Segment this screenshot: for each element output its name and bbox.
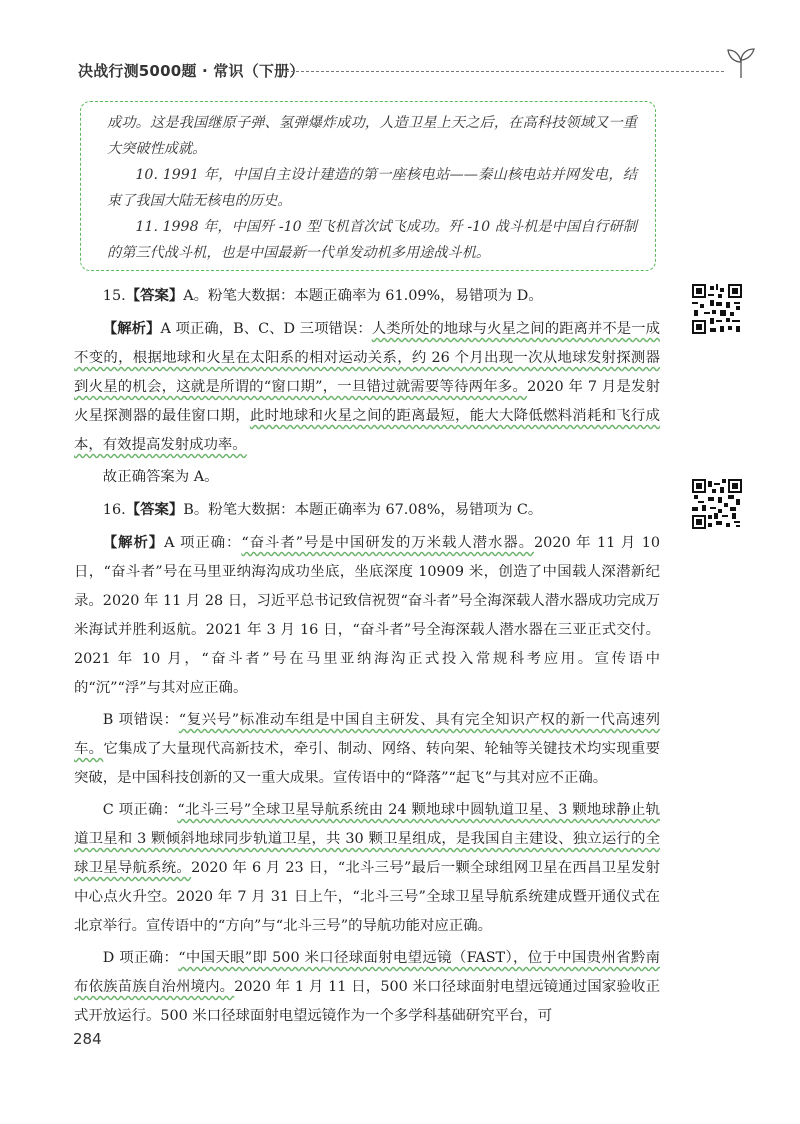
tip-line-3: 11. 1998 年，中国歼 -10 型飞机首次试飞成功。歼 -10 战斗机是中国自行研制的第三代战斗机，也是中国最新一代单发动机多用途战斗机。 [107, 219, 637, 261]
q16-d-pre: D 项正确： [102, 950, 179, 966]
q16-analysis-d [74, 944, 660, 1031]
book-title: 决战行测5000题 · 常识（下册） [78, 62, 305, 80]
q15-analysis-pre: A 项正确，B、C、D 三项错误： [160, 321, 372, 337]
q15-conclusion: 故正确答案为 A。 [102, 469, 219, 485]
q15-analysis-label: 【解析】 [102, 320, 161, 337]
q15-answer [74, 281, 660, 311]
q16-b-underlined: “复兴号”标准动车组是中国自主研发、具有完全知识产权的新一代高速列车。 [74, 712, 661, 757]
q16-number: 16. [102, 502, 126, 518]
q16-answer-label: 【答案】 [125, 501, 184, 518]
q16-analysis-c [74, 796, 660, 941]
q16-a-underlined: “奋斗者”号是中国研发的万米载人潜水器。 [241, 535, 535, 551]
page-number: 284 [73, 1030, 102, 1048]
q16-analysis-a [74, 528, 660, 703]
q16-b-pre: B 项错误： [102, 712, 179, 728]
q15-answer-text: A。粉笔大数据：本题正确率为 61.09%，易错项为 D。 [183, 288, 543, 304]
answer-content [74, 281, 660, 1034]
sprout-leaf-icon [724, 46, 758, 80]
q15-answer-label: 【答案】 [125, 287, 184, 304]
tip-line-1: 成功。这是我国继原子弹、氢弹爆炸成功，人造卫星上天之后，在高科技领域又一重大突破性成就。 [107, 115, 637, 157]
qr-code-icon[interactable] [692, 479, 742, 529]
knowledge-tip-box [80, 101, 656, 271]
q15-analysis-post: 2020 年 7 月是发射火星探测器的最佳窗口期， [74, 379, 660, 424]
q15-analysis-underlined: 人类所处的地球与火星之间的距离并不是一成不变的，根据地球和火星在太阳系的相对运动关系，约 26 个月出现一次从地球发射探测器到火星的机会，这就是所谓的“窗口期”，一旦错过就需要等待两年多。 [74, 321, 660, 395]
q15-analysis-underlined-2: 此时地球和火星之间的距离最短，能大大降低燃料消耗和飞行成本，有效提高发射成功率。 [74, 408, 660, 453]
q16-c-underlined: “北斗三号”全球卫星导航系统由 24 颗地球中圆轨道卫星、3 颗地球静止轨道卫星和 3 颗倾斜地球同步轨道卫星，共 30 颗卫星组成，是我国自主建设、独立运行的全球卫星导航系统。 [74, 802, 660, 876]
q16-analysis-b [74, 706, 660, 793]
q15-number: 15. [102, 288, 126, 304]
qr-code-icon[interactable] [692, 284, 742, 334]
q16-a-post: 2020 年 11 月 10 日，“奋斗者”号在马里亚纳海沟成功坐底，坐底深度 10909 米，创造了中国载人深潜新纪录。2020 年 11 月 28 日，习近平总书记致信祝贺“奋斗者”号全海深载人潜水器成功完成万米海试并胜利返航。2021 年 3 月 16 日，“奋斗者”号全海深载人潜水器在三亚正式交付。2021 年 10 月，“奋斗者”号在马里亚纳海沟正式投入常规科考应用。宣传语中的“沉”“浮”与其对应正确。 [74, 535, 661, 696]
q16-answer [74, 495, 660, 525]
q16-b-post: 它集成了大量现代高新技术，牵引、制动、网络、转向架、轮轴等关键技术均实现重要突破，是中国科技创新的又一重大成果。宣传语中的“降落”“起飞”与其对应不正确。 [74, 741, 660, 786]
q16-a-pre: A 项正确： [164, 535, 242, 551]
q16-c-post: 2020 年 6 月 23 日，“北斗三号”最后一颗全球组网卫星在西昌卫星发射中心点火升空。2020 年 7 月 31 日上午，“北斗三号”全球卫星导航系统建成暨开通仪式在北京举行。宣传语中的“方向”与“北斗三号”的导航功能对应正确。 [74, 860, 660, 934]
running-header [78, 60, 758, 84]
q16-d-underlined: “中国天眼”即 500 米口径球面射电望远镜（FAST），位于中国贵州省黔南布依族苗族自治州境内。 [74, 950, 660, 995]
q16-analysis-label: 【解析】 [102, 534, 165, 551]
tip-line-2: 10. 1991 年，中国自主设计建造的第一座核电站——秦山核电站并网发电，结束了我国大陆无核电的历史。 [107, 167, 637, 209]
header-dashed-rule [286, 71, 724, 72]
q15-analysis [74, 314, 660, 460]
q16-d-post: 2020 年 1 月 11 日，500 米口径球面射电望远镜通过国家验收正式开放运行。500 米口径球面射电望远镜作为一个多学科基础研究平台，可 [74, 979, 660, 1024]
q16-answer-text: B。粉笔大数据：本题正确率为 67.08%，易错项为 C。 [183, 502, 543, 518]
q16-c-pre: C 项正确： [102, 802, 178, 818]
